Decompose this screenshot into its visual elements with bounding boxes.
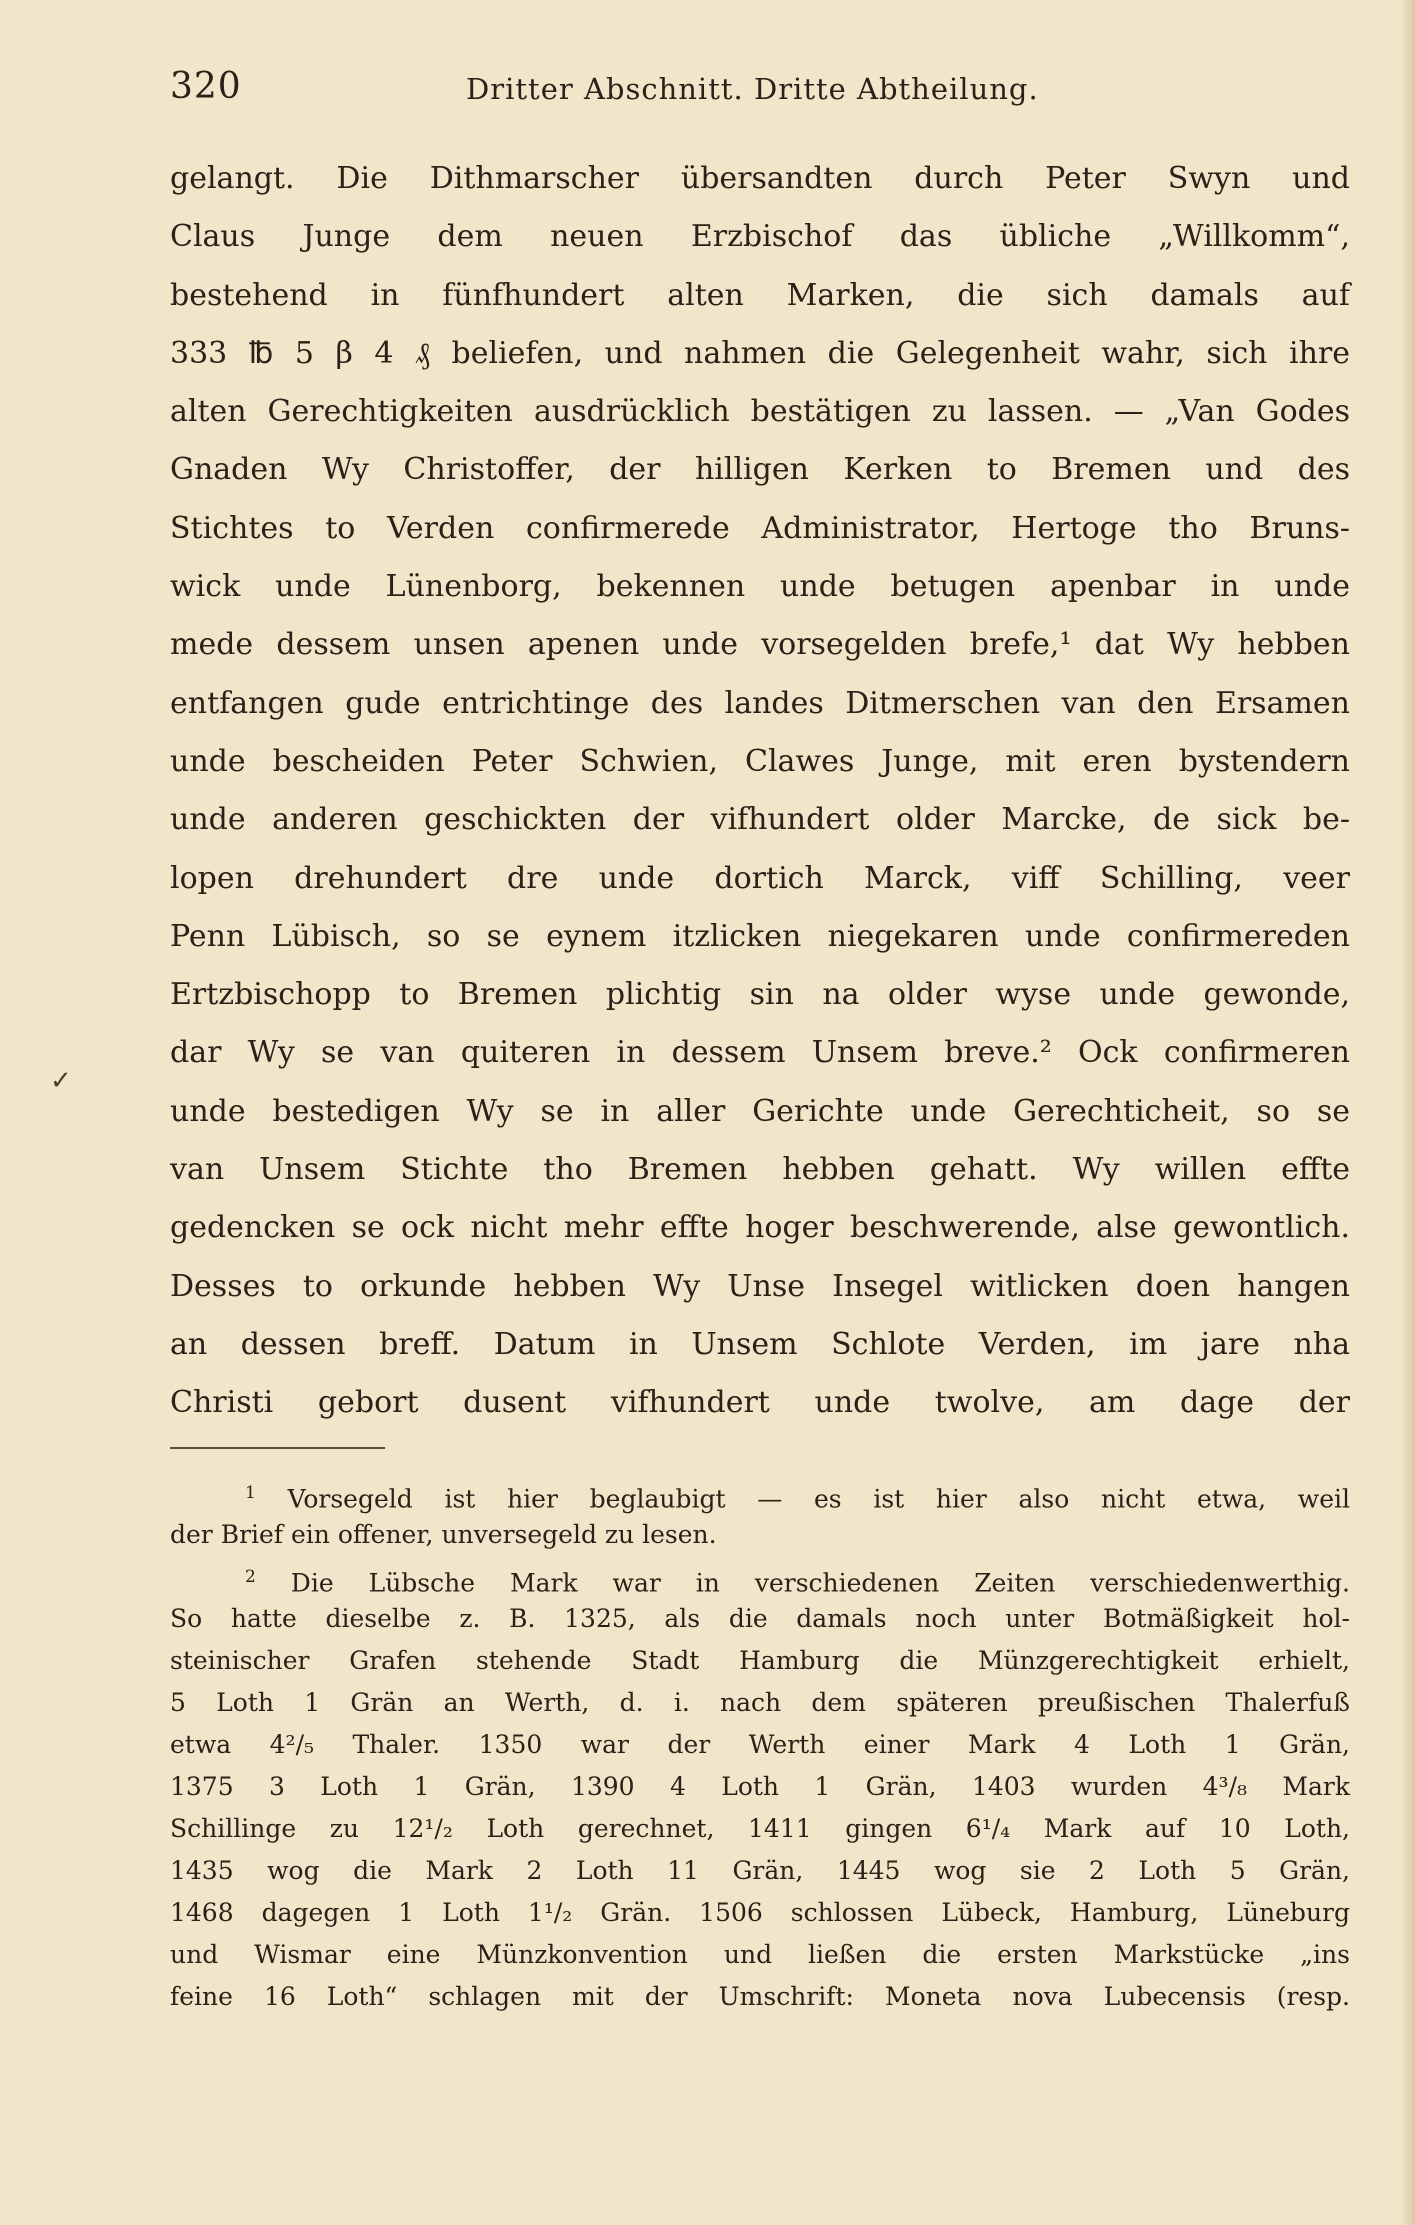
text-line: unde bestedigen Wy se in aller Gerichte unde Gerechticheit, so se [170, 1093, 1350, 1129]
footnote-line: der Brief ein offener, unversegeld zu lesen. [170, 1520, 717, 1549]
text-line: Desses to orkunde hebben Wy Unse Insegel witlicken doen hangen [170, 1268, 1350, 1304]
footnote-line: feine 16 Loth“ schlagen mit der Umschrift: Moneta nova Lubecensis (resp. [170, 1982, 1350, 2011]
footnote-line: 1375 3 Loth 1 Grän, 1390 4 Loth 1 Grän, 1403 wurden 4³/₈ Mark [170, 1772, 1350, 1801]
text-line: unde bescheiden Peter Schwien, Clawes Junge, mit eren bystendern [170, 743, 1350, 779]
text-line: Stichtes to Verden confirmerede Administrator, Hertoge tho Bruns- [170, 510, 1350, 546]
text-line: Ertzbischopp to Bremen plichtig sin na older wyse unde gewonde, [170, 977, 1350, 1013]
text-line: entfangen gude entrichtinge des landes Ditmerschen van den Ersamen [170, 685, 1350, 721]
running-title: Dritter Abschnitt. Dritte Abtheilung. [466, 72, 1039, 106]
footnote-line: 1468 dagegen 1 Loth 1¹/₂ Grän. 1506 schlossen Lübeck, Hamburg, Lüneburg [170, 1898, 1350, 1927]
text-line: Christi gebort dusent vifhundert unde twolve, am dage der [170, 1385, 1350, 1421]
text-line: Gnaden Wy Christoffer, der hilligen Kerken to Bremen und des [170, 452, 1350, 488]
text-line: gelangt. Die Dithmarscher übersandten durch Peter Swyn und [170, 161, 1350, 196]
footnote-line [170, 1556, 1350, 1598]
text-line: dar Wy se van quiteren in dessem Unsem breve.² Ock confirmeren [170, 1035, 1350, 1071]
footnote-line: So hatte dieselbe z. B. 1325, als die damals noch unter Botmäßigkeit hol- [170, 1604, 1350, 1633]
footnote-line [170, 1472, 1350, 1514]
text-line: mede dessem unsen apenen unde vorsegelden brefe,¹ dat Wy hebben [170, 627, 1350, 663]
footnote-marker: 1 [245, 1483, 256, 1503]
footnote-2 [170, 1556, 1350, 2018]
footnote-line: steinischer Grafen stehende Stadt Hamburg die Münzgerechtigkeit erhielt, [170, 1646, 1350, 1675]
text-line: an dessen breff. Datum in Unsem Schlote Verden, im jare nha [170, 1326, 1350, 1362]
text-line: bestehend in fünfhundert alten Marken, die sich damals auf [170, 277, 1350, 313]
text-line: unde anderen geschickten der vifhundert older Marcke, de sick be- [170, 802, 1350, 838]
footnote-line: und Wismar eine Münzkonvention und ließen die ersten Markstücke „ins [170, 1940, 1350, 1969]
text-line: van Unsem Stichte tho Bremen hebben gehatt. Wy willen effte [170, 1152, 1350, 1188]
footnote-line: etwa 4²/₅ Thaler. 1350 war der Werth einer Mark 4 Loth 1 Grän, [170, 1730, 1350, 1759]
footnote-text: Die Lübsche Mark war in verschiedenen Zeiten verschiedenwerthig. [290, 1568, 1350, 1598]
footnotes [170, 1472, 1350, 2018]
page-edge [1401, 0, 1415, 2225]
text-line: Penn Lübisch, so se eynem itzlicken niegekaren unde confirmereden [170, 918, 1350, 954]
margin-pencil-mark: ✓ [50, 1066, 72, 1096]
footnote-line: Schillinge zu 12¹/₂ Loth gerechnet, 1411 gingen 6¹/₄ Mark auf 10 Loth, [170, 1814, 1350, 1843]
text-line: 333 ℔ 5 β 4 ₰ beliefen, und nahmen die Gelegenheit wahr, sich ihre [170, 335, 1350, 371]
main-text [170, 150, 1350, 1433]
text-line: wick unde Lünenborg, bekennen unde betugen apenbar in unde [170, 569, 1350, 605]
footnote-line: 5 Loth 1 Grän an Werth, d. i. nach dem späteren preußischen Thalerfuß [170, 1688, 1350, 1717]
footnote-1 [170, 1472, 1350, 1556]
page-header [170, 66, 1355, 116]
page-number: 320 [170, 66, 242, 107]
footnote-divider [170, 1447, 385, 1449]
footnote-marker: 2 [245, 1567, 256, 1587]
footnote-text: Vorsegeld ist hier beglaubigt — es ist hier also nicht etwa, weil [287, 1484, 1350, 1514]
footnote-line: 1435 wog die Mark 2 Loth 11 Grän, 1445 wog sie 2 Loth 5 Grän, [170, 1856, 1350, 1885]
text-line: lopen drehundert dre unde dortich Marck, viff Schilling, veer [170, 860, 1350, 896]
text-line: gedencken se ock nicht mehr effte hoger beschwerende, alse gewontlich. [170, 1210, 1350, 1246]
text-line: Claus Junge dem neuen Erzbischof das übliche „Willkomm“, [170, 219, 1350, 255]
text-line: alten Gerechtigkeiten ausdrücklich bestätigen zu lassen. — „Van Godes [170, 394, 1350, 430]
